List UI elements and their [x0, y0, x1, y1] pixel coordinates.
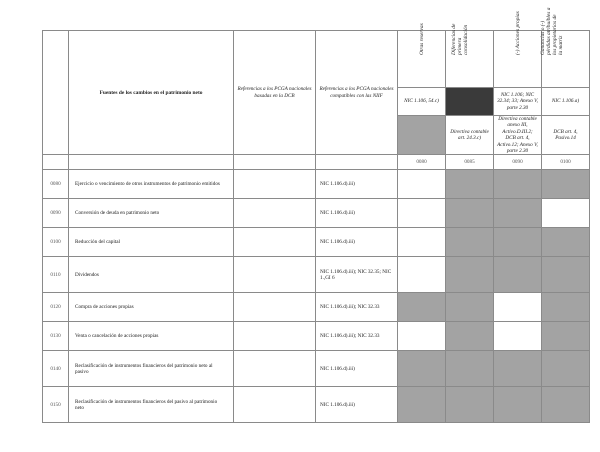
cell-0080 — [398, 293, 446, 322]
row-ref: NIC 1.106.d).iii); NIC 32.35; NIC 1.,GI 6 — [316, 257, 398, 293]
col-title-line: los propietarios de — [552, 14, 559, 55]
col-title-ganancias — [540, 7, 590, 88]
table-row — [43, 322, 590, 351]
col-title-text: Otras reservas — [418, 23, 425, 55]
header-ref-compatible — [316, 31, 398, 155]
row-ref-national — [234, 257, 316, 293]
row-ref: NIC 1.106.d).iii) — [316, 170, 398, 199]
row-ref: NIC 1.106.d).iii) — [316, 228, 398, 257]
cell-0100 — [542, 322, 590, 351]
col-title-text: (-) Acciones propias — [514, 11, 521, 55]
header-main-title — [69, 31, 234, 155]
header-row-titles — [43, 31, 590, 88]
col-title-acciones-propias — [494, 11, 542, 88]
ref-text: NIC 1.106; NIC 32.34; 33; Anexo V, parte 2.30 — [497, 91, 538, 111]
code-blank — [69, 155, 234, 170]
cell-0100 — [542, 387, 590, 423]
col-title-line: primera — [457, 37, 464, 55]
cell-0080[interactable] — [398, 199, 446, 228]
cell-0090 — [494, 351, 542, 387]
col-title-line: consolidación — [463, 24, 470, 55]
row-ref: NIC 1.106.d).iii) — [316, 351, 398, 387]
cell-0085 — [446, 293, 494, 322]
header-row-codes — [43, 155, 590, 170]
row-label: Venta o cancelación de acciones propias — [69, 322, 234, 351]
row-code: 0130 — [43, 322, 69, 351]
col-title-line: la matriz — [558, 35, 565, 55]
row-ref: NIC 1.106.d).iii); NIC 32.33 — [316, 293, 398, 322]
table-row — [43, 170, 590, 199]
code-blank — [234, 155, 316, 170]
cell-0090 — [494, 257, 542, 293]
col-code-0100: 0100 — [542, 155, 590, 170]
table-row — [43, 228, 590, 257]
row-label: Conversión de deuda en patrimonio neto — [69, 199, 234, 228]
cell-0080 — [398, 387, 446, 423]
cell-0100 — [542, 351, 590, 387]
cell-0100[interactable] — [542, 199, 590, 228]
row-ref: NIC 1.106.d).iii); NIC 32.33 — [316, 322, 398, 351]
cell-0080[interactable] — [398, 170, 446, 199]
row-ref-national — [234, 322, 316, 351]
row-code: 0100 — [43, 228, 69, 257]
ref-text: NIC 1.106, 54.c) — [404, 98, 439, 105]
row-code: 0120 — [43, 293, 69, 322]
header-corner — [43, 31, 69, 155]
ref-compatible-text: Referencias a los PCGA nacionales compatibles con las NIIF — [319, 86, 394, 99]
row-ref-national — [234, 351, 316, 387]
cell-0085 — [446, 257, 494, 293]
ref-text: NIC 1.106.a) — [551, 98, 580, 105]
cell-0090 — [494, 228, 542, 257]
row-ref-national — [234, 228, 316, 257]
cell-0085 — [446, 170, 494, 199]
table-row — [43, 293, 590, 322]
cell-0100 — [542, 228, 590, 257]
ref-top-0100 — [542, 88, 590, 116]
ref-bottom-0100 — [542, 116, 590, 155]
ref-top-0090 — [494, 88, 542, 116]
code-blank — [316, 155, 398, 170]
col-title-line: Diferencias de — [451, 23, 458, 55]
table-row — [43, 199, 590, 228]
table-row — [43, 257, 590, 293]
row-code: 0090 — [43, 199, 69, 228]
row-label: Reclasificación de instrumentos financieros del patrimonio neto al pasivo — [69, 351, 234, 387]
cell-0085 — [446, 351, 494, 387]
cell-0090[interactable] — [494, 293, 542, 322]
code-blank — [43, 155, 69, 170]
cell-0080[interactable] — [398, 322, 446, 351]
row-code: 0140 — [43, 351, 69, 387]
cell-0100 — [542, 257, 590, 293]
cell-0090 — [494, 170, 542, 199]
row-label: Ejercicio o vencimiento de otros instrumentos de patrimonio emitidos — [69, 170, 234, 199]
row-code: 0150 — [43, 387, 69, 423]
row-label: Reducción del capital — [69, 228, 234, 257]
cell-0085 — [446, 322, 494, 351]
col-title-diferencias — [446, 23, 494, 88]
cell-0090 — [494, 199, 542, 228]
cell-0085 — [446, 387, 494, 423]
col-code-0090: 0090 — [494, 155, 542, 170]
ref-text: DCB art. 4, Pasivo.14 — [553, 128, 578, 142]
col-title-line: Ganancias o (-) — [540, 20, 547, 55]
row-label: Reclasificación de instrumentos financieros del pasivo al patrimonio neto — [69, 387, 234, 423]
cell-0085 — [446, 228, 494, 257]
ref-top-0080 — [398, 88, 446, 116]
row-code: 0110 — [43, 257, 69, 293]
ref-bottom-0090 — [494, 116, 542, 155]
table-row — [43, 387, 590, 423]
col-title-line: pérdidas atribuibles a — [546, 7, 553, 55]
row-ref-national — [234, 199, 316, 228]
table-row — [43, 351, 590, 387]
cell-0085 — [446, 199, 494, 228]
row-ref-national — [234, 387, 316, 423]
row-label: Dividendos — [69, 257, 234, 293]
row-ref: NIC 1.106.d).iii) — [316, 387, 398, 423]
row-ref-national — [234, 170, 316, 199]
ref-text: Directiva contable anexo III, Activo.D.III.2; DCB art. 4, Activo.12; Anexo V, parte 2.30 — [497, 116, 538, 155]
header-ref-national — [234, 31, 316, 155]
row-label: Compra de acciones propias — [69, 293, 234, 322]
cell-0080[interactable] — [398, 257, 446, 293]
cell-0090[interactable] — [494, 322, 542, 351]
cell-0080[interactable] — [398, 228, 446, 257]
equity-changes-table — [42, 7, 590, 423]
col-code-0085: 0085 — [446, 155, 494, 170]
row-ref: NIC 1.106.d).iii) — [316, 199, 398, 228]
ref-bottom-0080 — [398, 116, 446, 155]
ref-bottom-0085 — [446, 116, 494, 155]
main-title-text: Fuentes de los cambios en el patrimonio neto — [99, 89, 203, 96]
ref-national-text: Referencias a los PCGA nacionales basadas en la DCB — [237, 86, 312, 99]
row-ref-national — [234, 293, 316, 322]
ref-text: Directiva contable art. 24.3.c) — [450, 128, 489, 142]
ref-top-0085 — [446, 88, 494, 116]
cell-0080 — [398, 351, 446, 387]
col-code-0080: 0080 — [398, 155, 446, 170]
cell-0100 — [542, 170, 590, 199]
cell-0100 — [542, 293, 590, 322]
col-title-otras-reservas — [398, 23, 446, 88]
cell-0090 — [494, 387, 542, 423]
row-code: 0080 — [43, 170, 69, 199]
